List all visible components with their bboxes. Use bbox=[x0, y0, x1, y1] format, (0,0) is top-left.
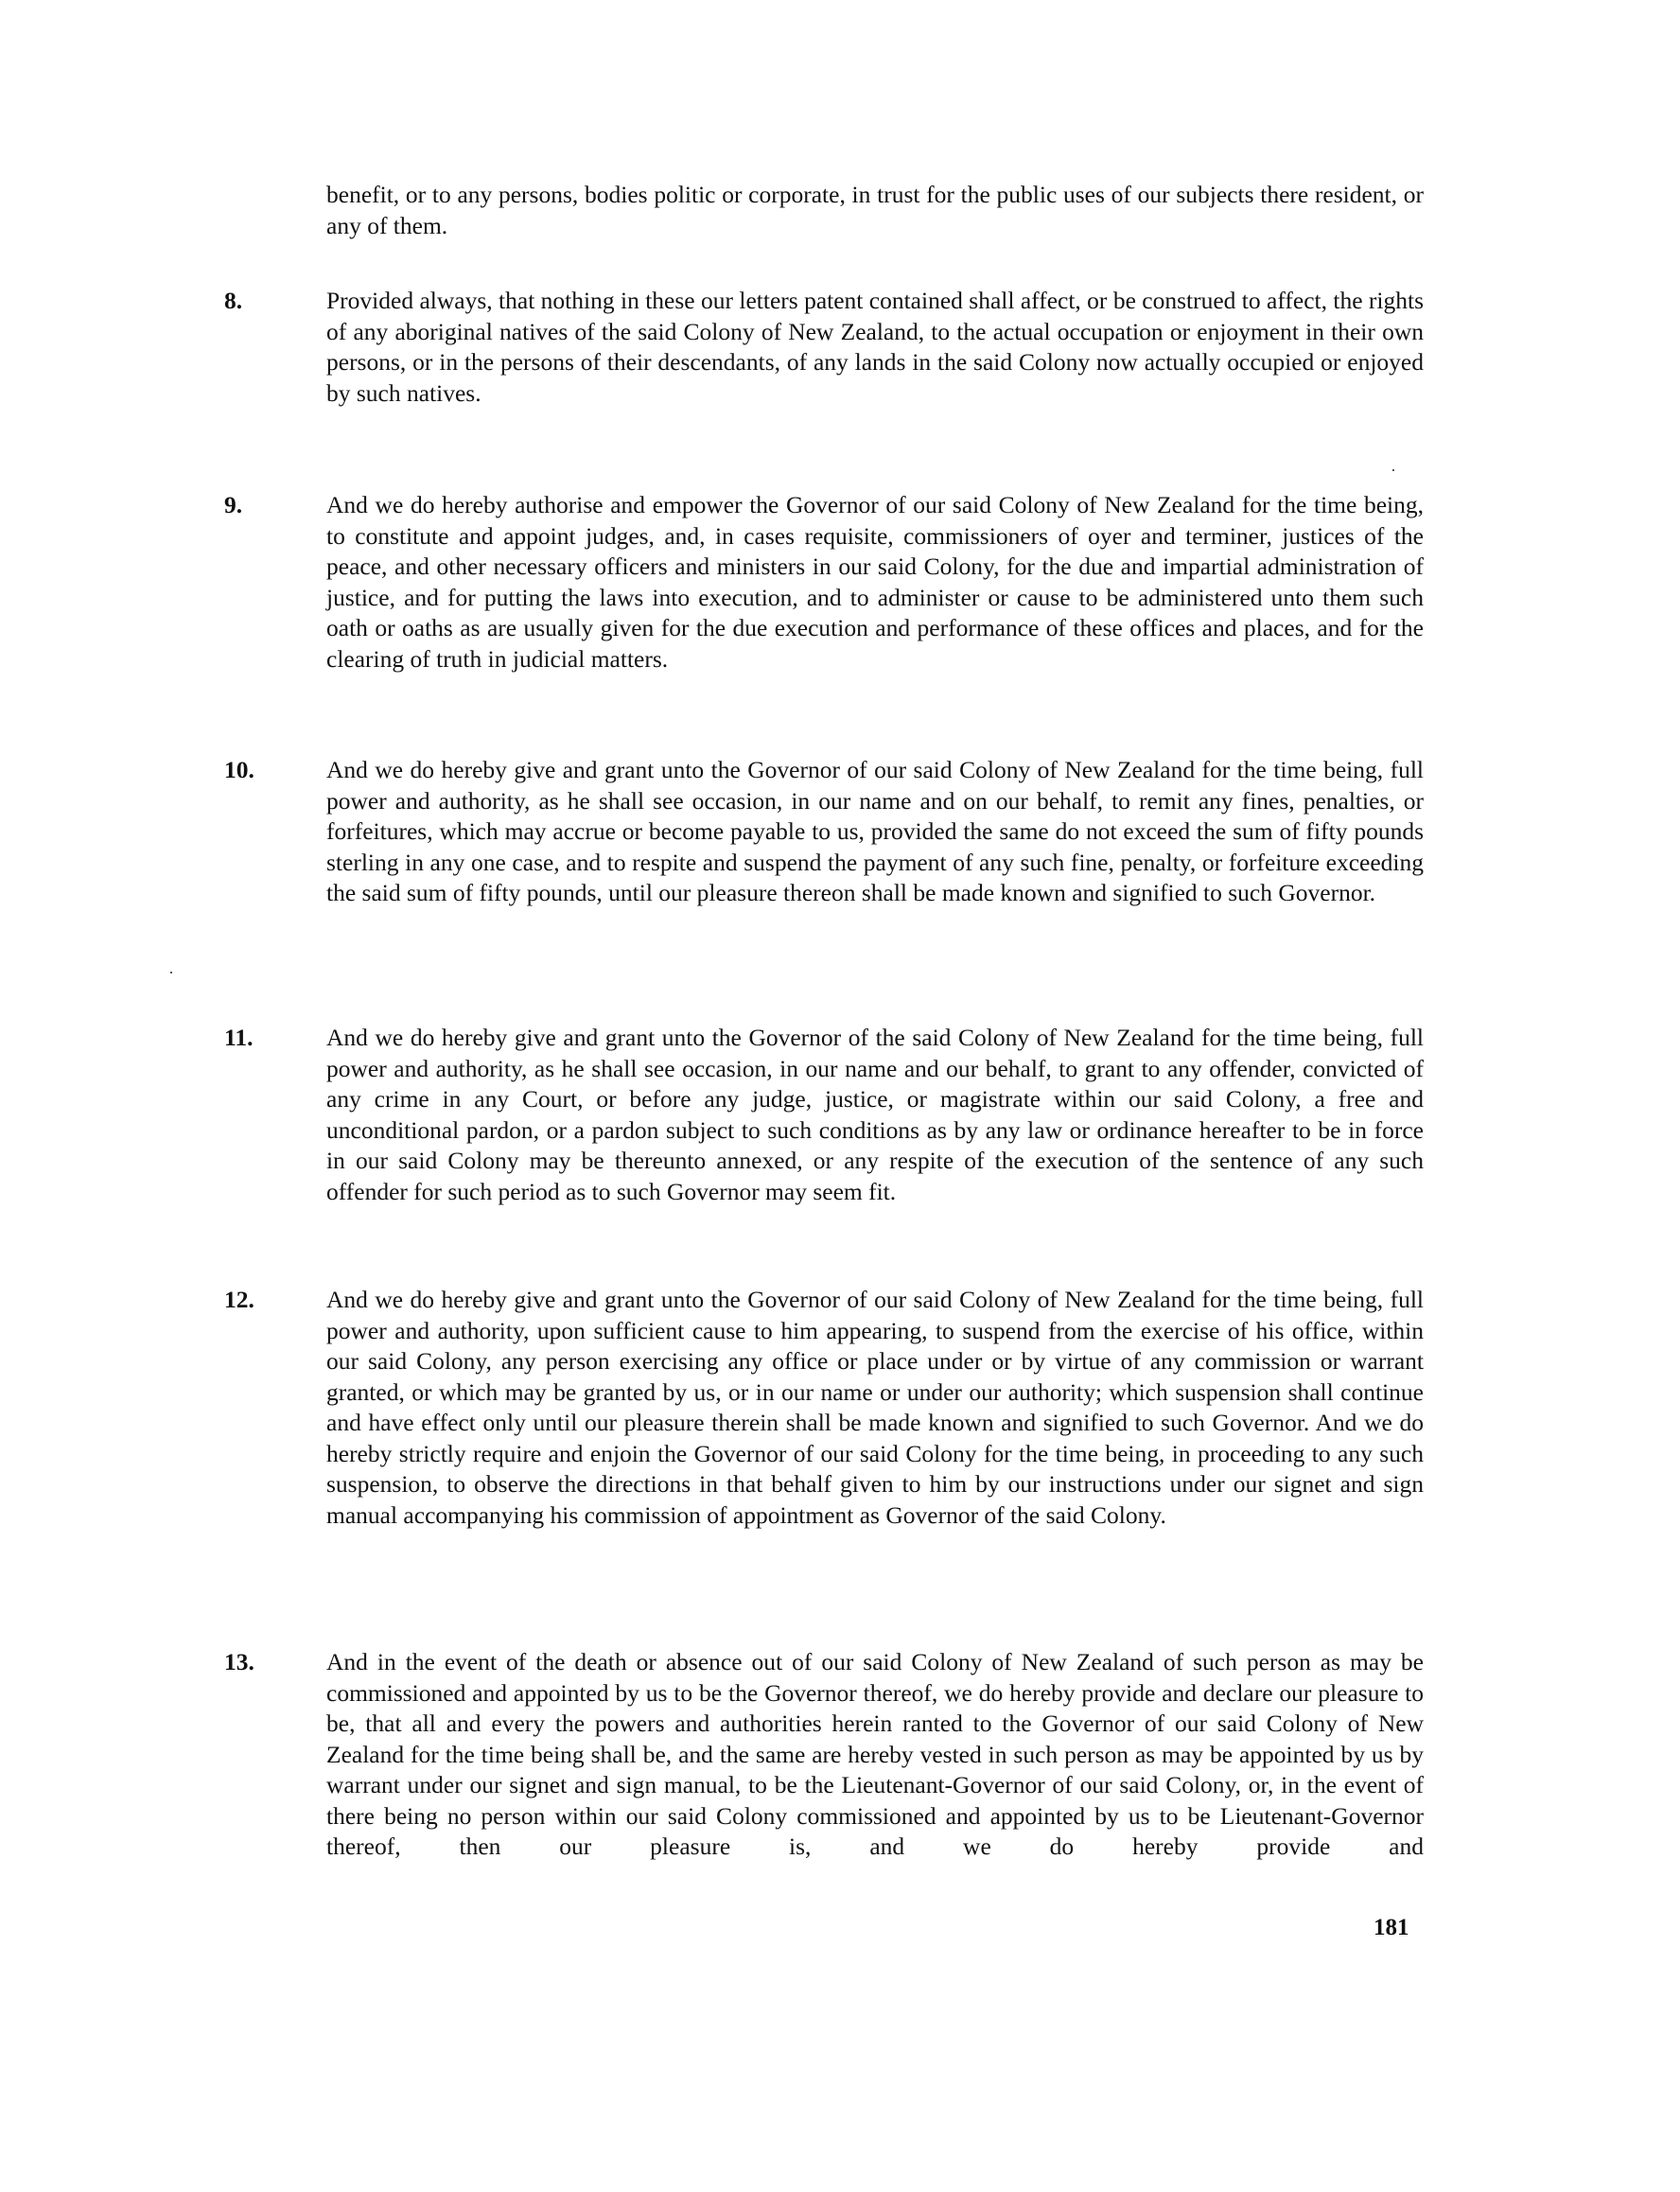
continuation-paragraph: benefit, or to any persons, bodies politic or corporate, in trust for the public uses of our subjects there resident, or any of them. bbox=[326, 181, 1424, 239]
clause-text: And in the event of the death or absence out of our said Colony of New Zealand of such person as may be commissioned and appointed by us to be the Governor thereof, we do hereby provide and declare our pleasure to be, that all and every the powers and authorities herein ranted to the Governor of our said Colony of New Zealand for the time being shall be, and the same are hereby vested in such person as may be appointed by us by warrant under our signet and sign manual, to be the Lieutenant-Governor of our said Colony, or, in the event of there being no person within our said Colony commissioned and appointed by us to be Lieutenant-Governor thereof, then our pleasure is, and we do hereby provide and bbox=[326, 1648, 1424, 1860]
clause-text: And we do hereby give and grant unto the Governor of our said Colony of New Zealand for the time being, full power and authority, upon sufficient cause to him appearing, to suspend from the exercise of his office, within our said Colony, any person exercising any office or place under or by virtue of any commission or warrant granted, or which may be granted by us, or in our name or under our authority; which suspension shall continue and have effect only until our pleasure therein shall be made known and signified to such Governor. And we do hereby strictly require and enjoin the Governor of our said Colony for the time being, in proceeding to any such suspension, to observe the directions in that behalf given to him by our instructions under our signet and sign manual accompanying his commission of appointment as Governor of the said Colony. bbox=[326, 1286, 1424, 1529]
clause-8 bbox=[224, 286, 1424, 409]
clause-10 bbox=[224, 755, 1424, 909]
clause-number: 12. bbox=[224, 1286, 254, 1313]
clause-text: And we do hereby give and grant unto the Governor of the said Colony of New Zealand for the time being, full power and authority, as he shall see occasion, in our name and our behalf, to grant to any offender, convicted of any crime in any Court, or before any judge, justice, or magistrate within our said Colony, a free and unconditional pardon, or a pardon subject to such conditions as by any law or ordinance hereafter to be in force in our said Colony may be thereunto annexed, or any respite of the execution of the sentence of any such offender for such period as to such Governor may seem fit. bbox=[326, 1024, 1424, 1205]
clause-text: And we do hereby authorise and empower the Governor of our said Colony of New Zealand for the time being, to constitute and appoint judges, and, in cases requisite, commissioners of oyer and terminer, justices of the peace, and other necessary officers and ministers in our said Colony, for the due and impartial administration of justice, and for putting the laws into execution, and to administer or cause to be administered unto them such oath or oaths as are usually given for the due execution and performance of these offices and places, and for the clearing of truth in judicial matters. bbox=[326, 491, 1424, 673]
clause-13 bbox=[224, 1647, 1424, 1863]
page-number: 181 bbox=[1374, 1915, 1409, 1940]
clause-text: Provided always, that nothing in these our letters patent contained shall affect, or be construed to affect, the rights of any aboriginal natives of the said Colony of New Zealand, to the actual occupation or enjoyment in their own persons, or in the persons of their descendants, of any lands in the said Colony now actually occupied or enjoyed by such natives. bbox=[326, 287, 1424, 407]
scan-speck bbox=[170, 972, 172, 973]
clause-number: 8. bbox=[224, 287, 243, 314]
clause-number: 13. bbox=[224, 1648, 254, 1675]
clause-number: 11. bbox=[224, 1024, 254, 1051]
scan-speck bbox=[1392, 469, 1394, 471]
clause-9 bbox=[224, 490, 1424, 675]
clause-number: 10. bbox=[224, 756, 254, 783]
clause-12 bbox=[224, 1285, 1424, 1531]
clause-11 bbox=[224, 1023, 1424, 1207]
clause-text: And we do hereby give and grant unto the Governor of our said Colony of New Zealand for the time being, full power and authority, as he shall see occasion, in our name and on our behalf, to remit any fines, penalties, or forfeitures, which may accrue or become payable to us, provided the same do not exceed the sum of fifty pounds sterling in any one case, and to respite and suspend the payment of any such fine, penalty, or forfeiture exceeding the said sum of fifty pounds, until our pleasure thereon shall be made known and signified to such Governor. bbox=[326, 756, 1424, 906]
clause-number: 9. bbox=[224, 491, 243, 518]
